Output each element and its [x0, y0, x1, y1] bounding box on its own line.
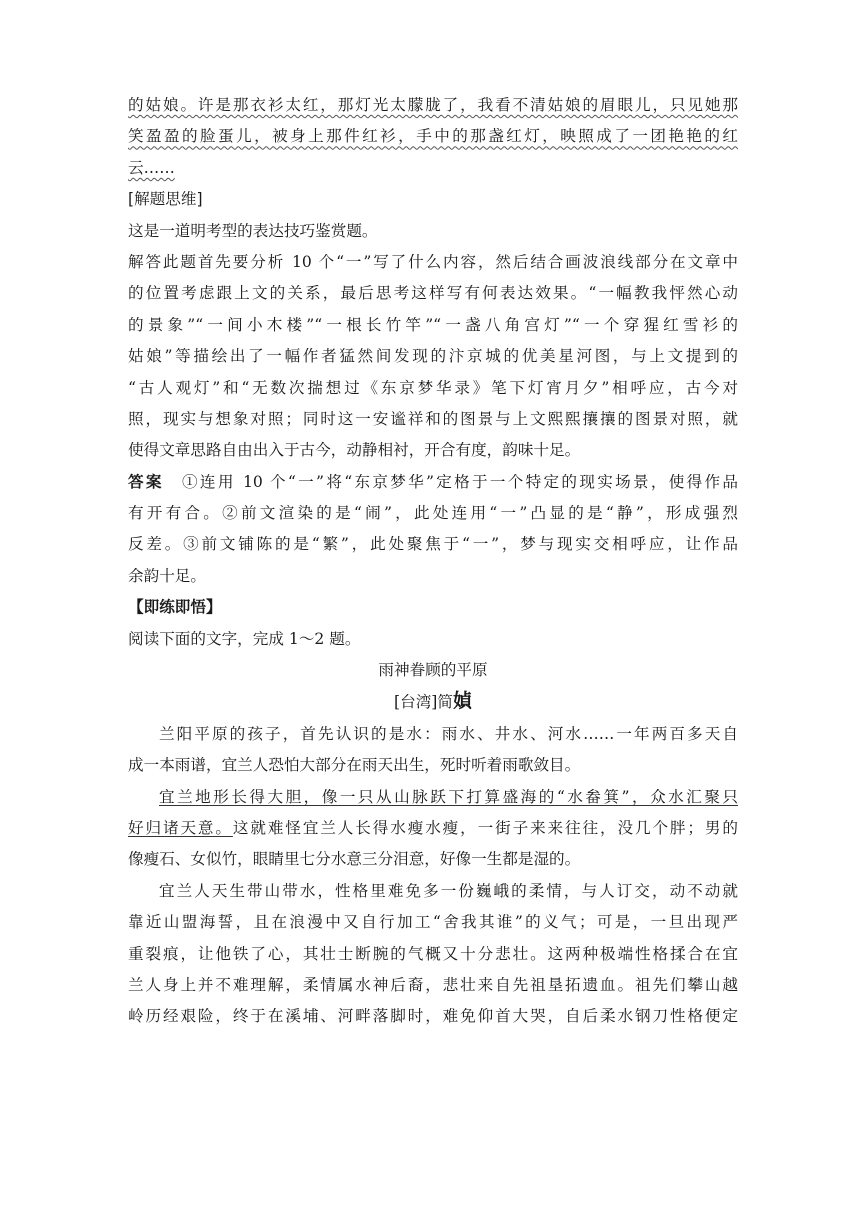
analysis-line: 姑娘”等描绘出了一幅作者猛然间发现的汴京城的优美星河图，与上文提到的 — [128, 347, 738, 366]
passage-line — [128, 818, 738, 839]
practice-instruction: 阅读下面的文字，完成 1～2 题。 — [128, 629, 361, 648]
passage-line: 重裂痕，让他铁了心，其壮士断腕的气概又十分悲壮。这两种极端性格揉合在宜 — [128, 944, 738, 963]
author-prefix: [台湾]简 — [394, 693, 453, 712]
analysis-line: 使得文章思路自由出入于古今，动静相衬，开合有度，韵味十足。 — [128, 441, 581, 460]
analysis-line: 的景象”“一间小木楼”“一根长竹竿”“一盏八角宫灯”“一个穿猩红雪衫的 — [128, 315, 738, 334]
wavy-underlined-line: 笑盈盈的脸蛋儿，被身上那件红衫，手中的那盏红灯，映照成了一团艳艳的红 — [128, 127, 738, 146]
answer-line-first — [128, 472, 738, 493]
answer-text: ①连用 10 个“一”将“东京梦华”定格于一个特定的现实场景，使得作品 — [179, 472, 738, 491]
passage-line — [128, 787, 738, 808]
passage-line: 靠近山盟海誓，且在浪漫中又自行加工“舍我其谁”的义气；可是，一旦出现严 — [128, 913, 738, 932]
answer-line: 反差。③前文铺陈的是“繁”，此处聚焦于“一”，梦与现实交相呼应，让作品 — [128, 535, 738, 554]
answer-block — [128, 472, 738, 587]
wavy-underlined-line: 云…… — [128, 158, 175, 177]
analysis-line: 照，现实与想象对照；同时这一安谧祥和的图景与上文熙熙攘攘的图景对照，就 — [128, 409, 738, 428]
underlined-sentence-end: 好归诸天意。 — [128, 818, 233, 837]
answer-label: 答案 — [128, 472, 164, 491]
passage-line: 岭历经艰险，终于在溪埔、河畔落脚时，难免仰首大哭，自后柔水钢刀性格便定 — [128, 1007, 738, 1026]
passage-paragraph-1 — [128, 724, 738, 776]
question-type-line: 这是一道明考型的表达技巧鉴赏题。 — [128, 221, 378, 240]
analysis-body — [128, 252, 738, 461]
analysis-line: 的位置考虑跟上文的关系，最后思考这样写有何表达效果。“一幅教我怦然心动 — [128, 284, 738, 303]
practice-heading: 【即练即悟】 — [128, 598, 222, 617]
passage-line: 宜兰人天生带山带水，性格里难免多一份巍峨的柔情，与人订交，动不动就 — [159, 881, 738, 900]
passage-line: 成一本雨谱，宜兰人恐怕大部分在雨天出生，死时听着雨歌敛目。 — [128, 756, 581, 775]
passage-author — [128, 691, 738, 713]
passage-line: 兰人身上并不难理解，柔情属水神后裔，悲壮来自先祖垦拓遗血。祖先们攀山越 — [128, 975, 738, 994]
passage-line: 像瘦石、女似竹，眼睛里七分水意三分泪意，好像一生都是湿的。 — [128, 850, 581, 869]
wavy-underlined-line: 的姑娘。许是那衣衫太红，那灯光太朦胧了，我看不清姑娘的眉眼儿，只见她那 — [128, 96, 738, 114]
passage-line: 兰阳平原的孩子，首先认识的是水：雨水、井水、河水……一年两百多天自 — [159, 724, 738, 743]
passage-text: 这就难怪宜兰人长得水瘦水瘦，一街子来来往往，没几个胖；男的 — [232, 818, 738, 837]
analysis-heading: [解题思维] — [128, 190, 203, 209]
underlined-sentence: 宜兰地形长得大胆，像一只从山脉跃下打算盛海的“水畚箕”，众水汇聚只 — [159, 787, 738, 806]
answer-line: 有开有合。②前文渲染的是“闹”，此处连用“一”凸显的是“静”，形成强烈 — [128, 504, 738, 523]
analysis-line: “古人观灯”和“无数次揣想过《东京梦华录》笔下灯宵月夕”相呼应，古今对 — [128, 378, 738, 397]
answer-line: 余韵十足。 — [128, 566, 206, 585]
document-page — [128, 95, 738, 1038]
passage-title: 雨神眷顾的平原 — [378, 661, 488, 680]
author-name: 媜 — [452, 690, 472, 713]
analysis-line: 解答此题首先要分析 10 个“一”写了什么内容，然后结合画波浪线部分在文章中 — [128, 252, 738, 271]
passage-paragraph-2 — [128, 787, 738, 871]
intro-excerpt — [128, 95, 738, 189]
passage-paragraph-3 — [128, 881, 738, 1028]
